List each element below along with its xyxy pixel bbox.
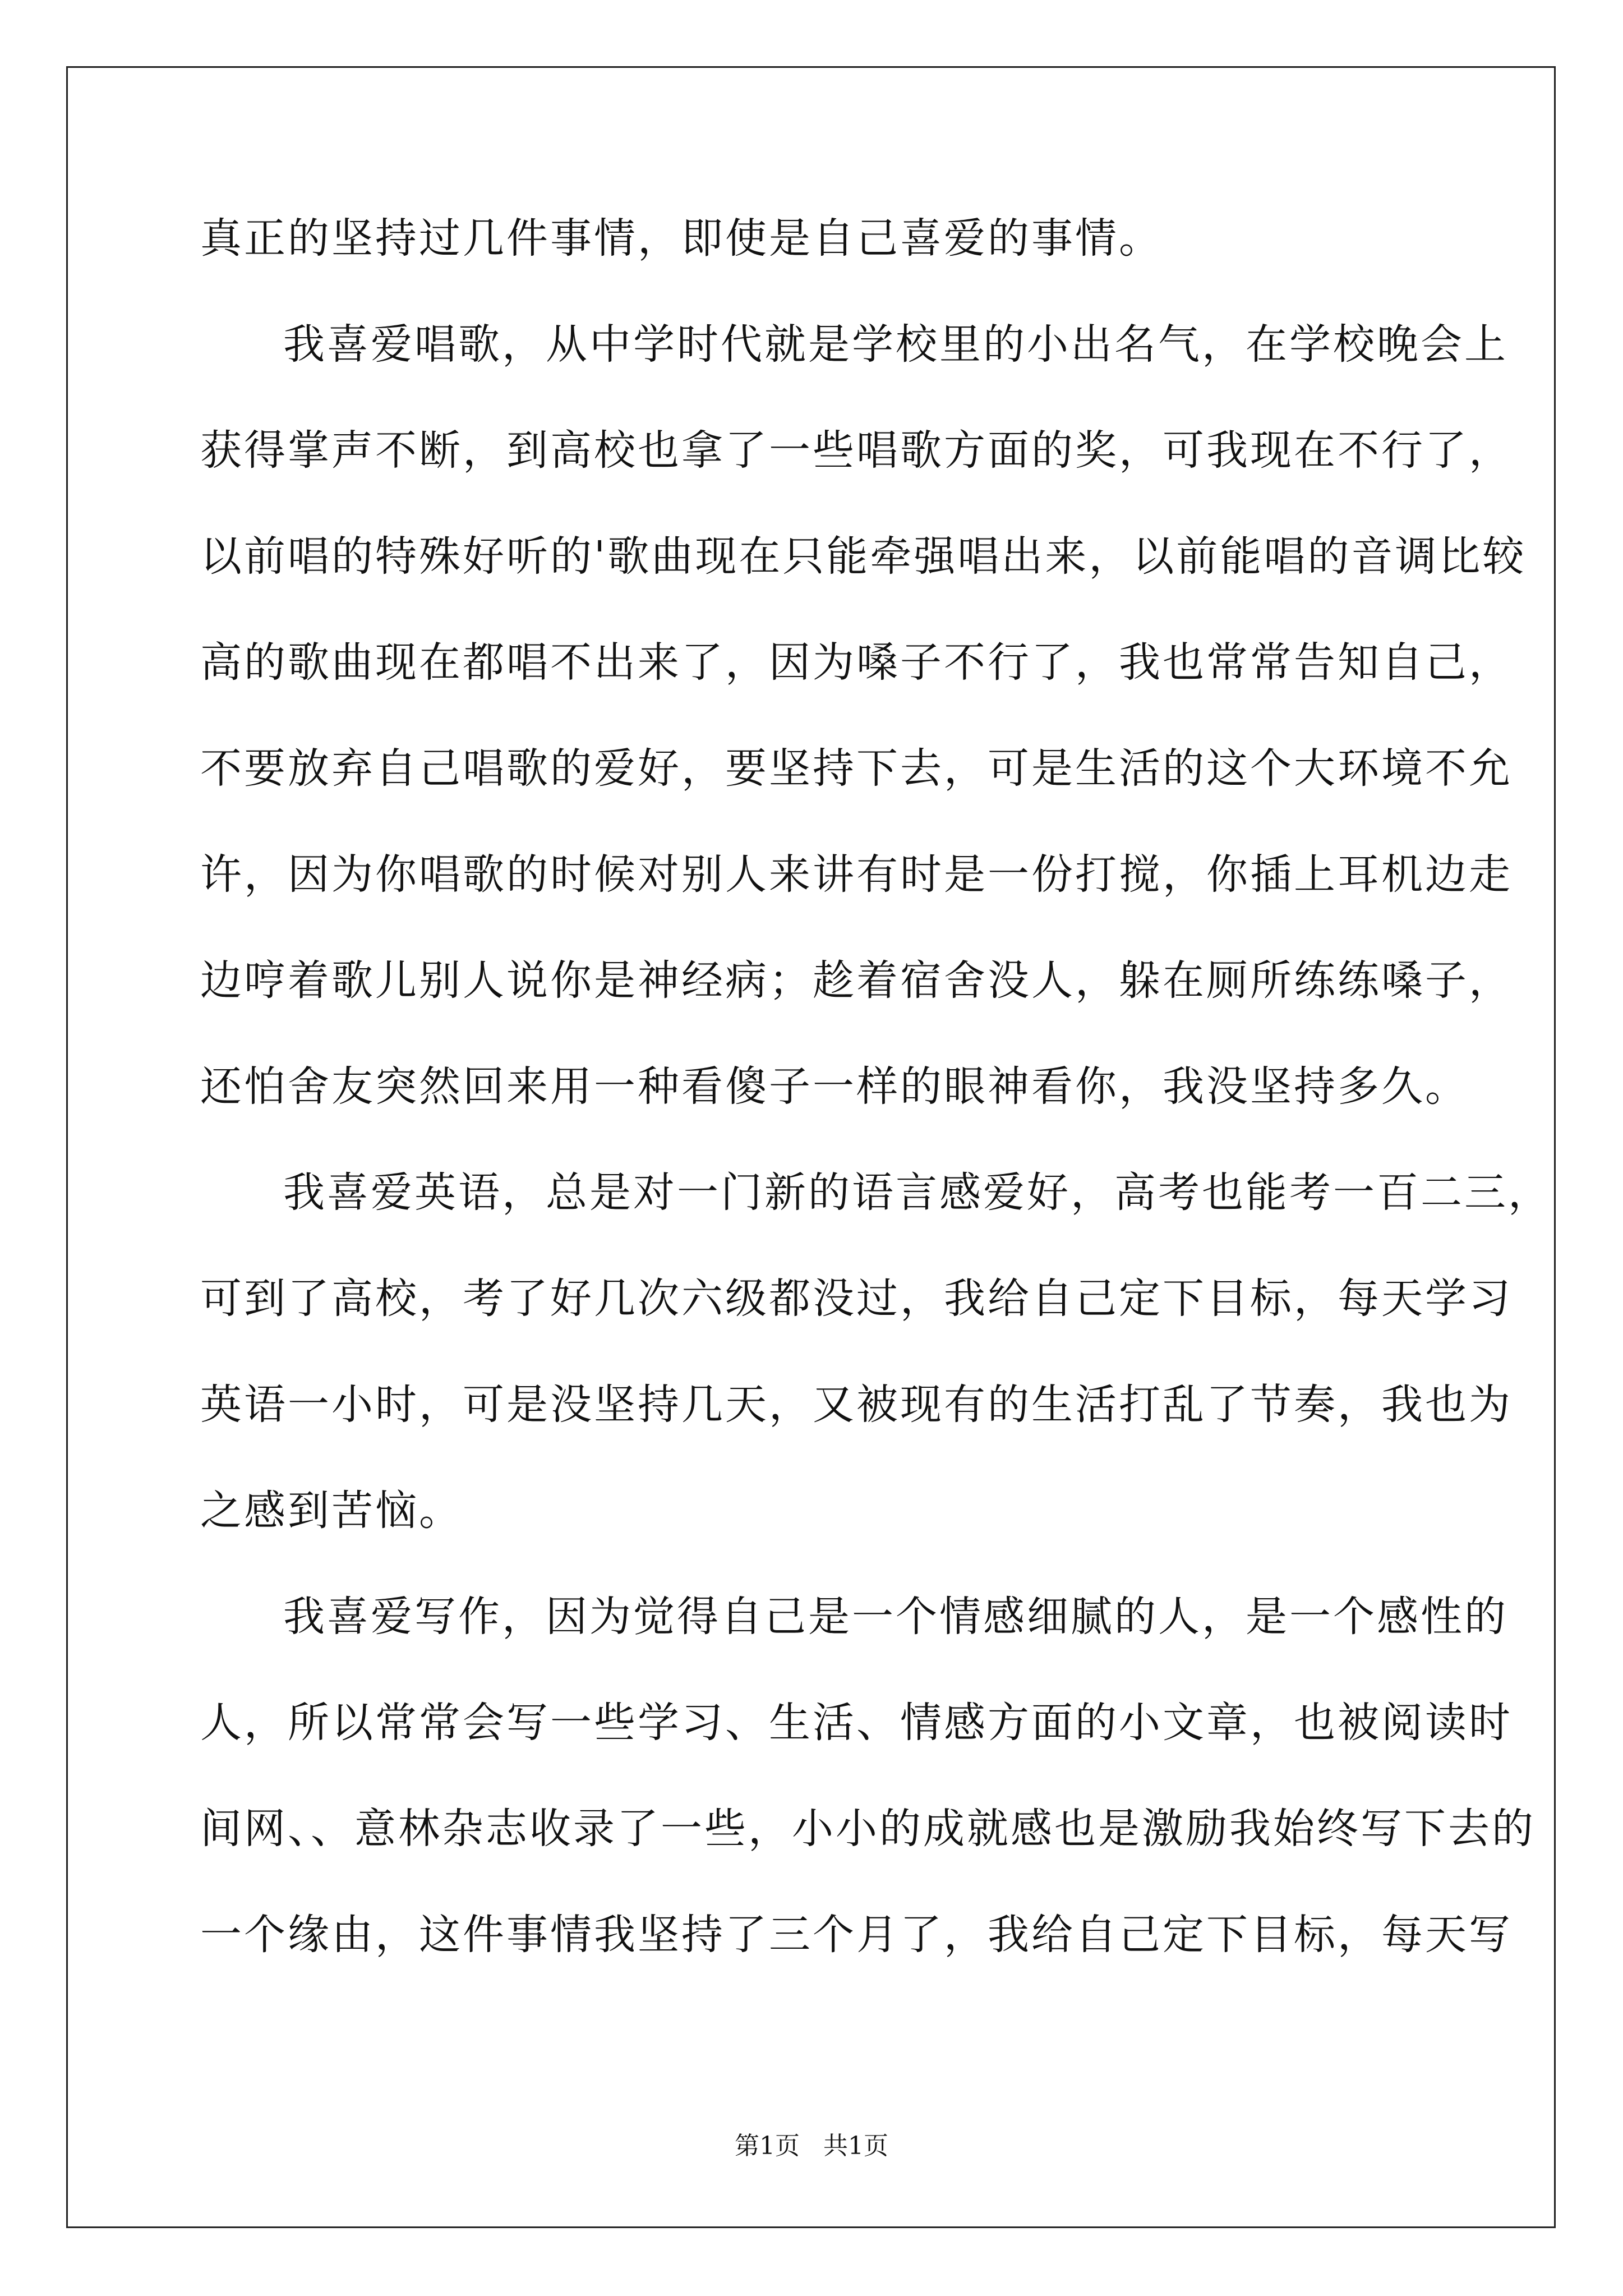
text-line: 不要放弃自己唱歌的爱好，要坚持下去，可是生活的这个大环境不允 xyxy=(200,744,1513,793)
text-line: 一个缘由，这件事情我坚持了三个月了，我给自己定下目标，每天写 xyxy=(200,1911,1513,1959)
text-line: 我喜爱唱歌，从中学时代就是学校里的小出名气，在学校晚会上 xyxy=(283,320,1508,369)
text-line: 我喜爱英语，总是对一门新的语言感爱好，高考也能考一百二三， xyxy=(283,1168,1552,1217)
text-line: 间网、、意林杂志收录了一些，小小的成就感也是激励我始终写下去的 xyxy=(200,1805,1536,1853)
text-line: 高的歌曲现在都唱不出来了，因为嗓子不行了，我也常常告知自己， xyxy=(200,638,1513,687)
text-line: 获得掌声不断，到高校也拿了一些唱歌方面的奖，可我现在不行了， xyxy=(200,426,1513,475)
text-line: 之感到苦恼。 xyxy=(200,1487,463,1535)
text-line: 以前唱的特殊好听的'歌曲现在只能牵强唱出来，以前能唱的音调比较 xyxy=(200,532,1527,581)
text-line: 我喜爱写作，因为觉得自己是一个情感细腻的人，是一个感性的 xyxy=(283,1593,1508,1641)
text-line: 还怕舍友突然回来用一种看傻子一样的眼神看你，我没坚持多久。 xyxy=(200,1062,1469,1111)
page-footer: 第1页 共1页 xyxy=(735,2132,888,2160)
text-line: 人，所以常常会写一些学习、生活、情感方面的小文章，也被阅读时 xyxy=(200,1699,1513,1747)
text-line: 许，因为你唱歌的时候对别人来讲有时是一份打搅，你插上耳机边走 xyxy=(200,850,1513,899)
text-line: 英语一小时，可是没坚持几天，又被现有的生活打乱了节奏，我也为 xyxy=(200,1381,1513,1429)
text-line: 边哼着歌儿别人说你是神经病；趁着宿舍没人，躲在厕所练练嗓子， xyxy=(200,956,1513,1005)
text-line: 可到了高校，考了好几次六级都没过，我给自己定下目标，每天学习 xyxy=(200,1274,1513,1323)
text-line: 真正的坚持过几件事情，即使是自己喜爱的事情。 xyxy=(200,214,1163,263)
